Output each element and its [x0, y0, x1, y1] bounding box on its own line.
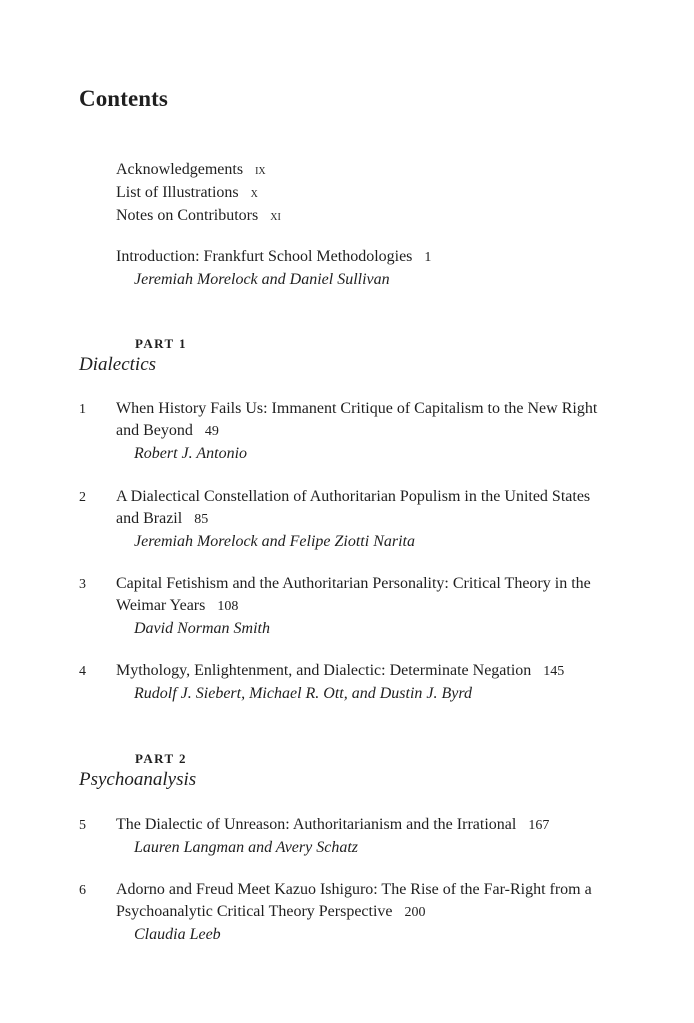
front-matter-item[interactable] — [116, 205, 281, 228]
chapter-title: A Dialectical Constellation of Authoritarian Populism in the United States and Brazil — [116, 488, 591, 527]
introduction-entry[interactable] — [116, 246, 431, 291]
chapter-author: Robert J. Antonio — [134, 445, 248, 462]
chapter-number: 1 — [79, 402, 86, 417]
entry-label: Notes on Contributors — [116, 207, 259, 224]
page-number: 85 — [194, 512, 209, 527]
part-title: Psychoanalysis — [79, 769, 197, 790]
part-label: PART 2 — [135, 751, 187, 766]
chapter-author: Rudolf J. Siebert, Michael R. Ott, and Dustin J. Byrd — [134, 685, 473, 702]
page-number: 167 — [528, 818, 550, 833]
chapter-number: 3 — [79, 577, 86, 592]
page-number: 145 — [543, 664, 565, 679]
chapter-author: Jeremiah Morelock and Felipe Ziotti Narita — [134, 533, 415, 550]
front-matter-item[interactable] — [116, 159, 281, 182]
chapter-entry[interactable] — [79, 398, 609, 465]
chapter-entry[interactable] — [79, 660, 609, 705]
chapter-title: The Dialectic of Unreason: Authoritarianism and the Irrational — [116, 816, 517, 833]
page-number: 200 — [404, 905, 426, 920]
chapter-number: 5 — [79, 818, 86, 833]
part-heading — [79, 750, 196, 792]
part-label: PART 1 — [135, 336, 187, 351]
chapter-entry[interactable] — [79, 814, 609, 859]
page-title: Contents — [79, 86, 168, 111]
front-matter-list — [116, 159, 281, 228]
chapter-title: Capital Fetishism and the Authoritarian Personality: Critical Theory in the Weimar Years — [116, 575, 591, 614]
chapter-entry[interactable] — [79, 486, 609, 553]
chapter-author: David Norman Smith — [134, 620, 270, 637]
page-number: 1 — [424, 250, 432, 265]
chapter-title: Mythology, Enlightenment, and Dialectic: Determinate Negation — [116, 662, 532, 679]
entry-author: Jeremiah Morelock and Daniel Sullivan — [134, 271, 390, 288]
page-number: xi — [270, 209, 281, 224]
page-number: 108 — [217, 599, 239, 614]
chapter-author: Lauren Langman and Avery Schatz — [134, 839, 358, 856]
entry-label: Acknowledgements — [116, 161, 244, 178]
page-number: ix — [255, 163, 266, 178]
chapter-title: Adorno and Freud Meet Kazuo Ishiguro: The Rise of the Far-Right from a Psychoanalytic Critical Theory Perspective — [116, 881, 592, 920]
page-number: x — [250, 186, 258, 201]
part-title: Dialectics — [79, 354, 157, 375]
chapter-entry[interactable] — [79, 573, 609, 640]
entry-title: Introduction: Frankfurt School Methodologies — [116, 248, 413, 265]
chapter-number: 4 — [79, 664, 86, 679]
page-number: 49 — [204, 424, 219, 439]
chapter-entry[interactable] — [79, 879, 609, 946]
chapter-title: When History Fails Us: Immanent Critique of Capitalism to the New Right and Beyond — [116, 400, 598, 439]
front-matter-item[interactable] — [116, 182, 281, 205]
part-heading — [79, 335, 187, 377]
chapter-author: Claudia Leeb — [134, 926, 221, 943]
chapter-number: 6 — [79, 883, 86, 898]
entry-label: List of Illustrations — [116, 184, 239, 201]
chapter-number: 2 — [79, 490, 86, 505]
